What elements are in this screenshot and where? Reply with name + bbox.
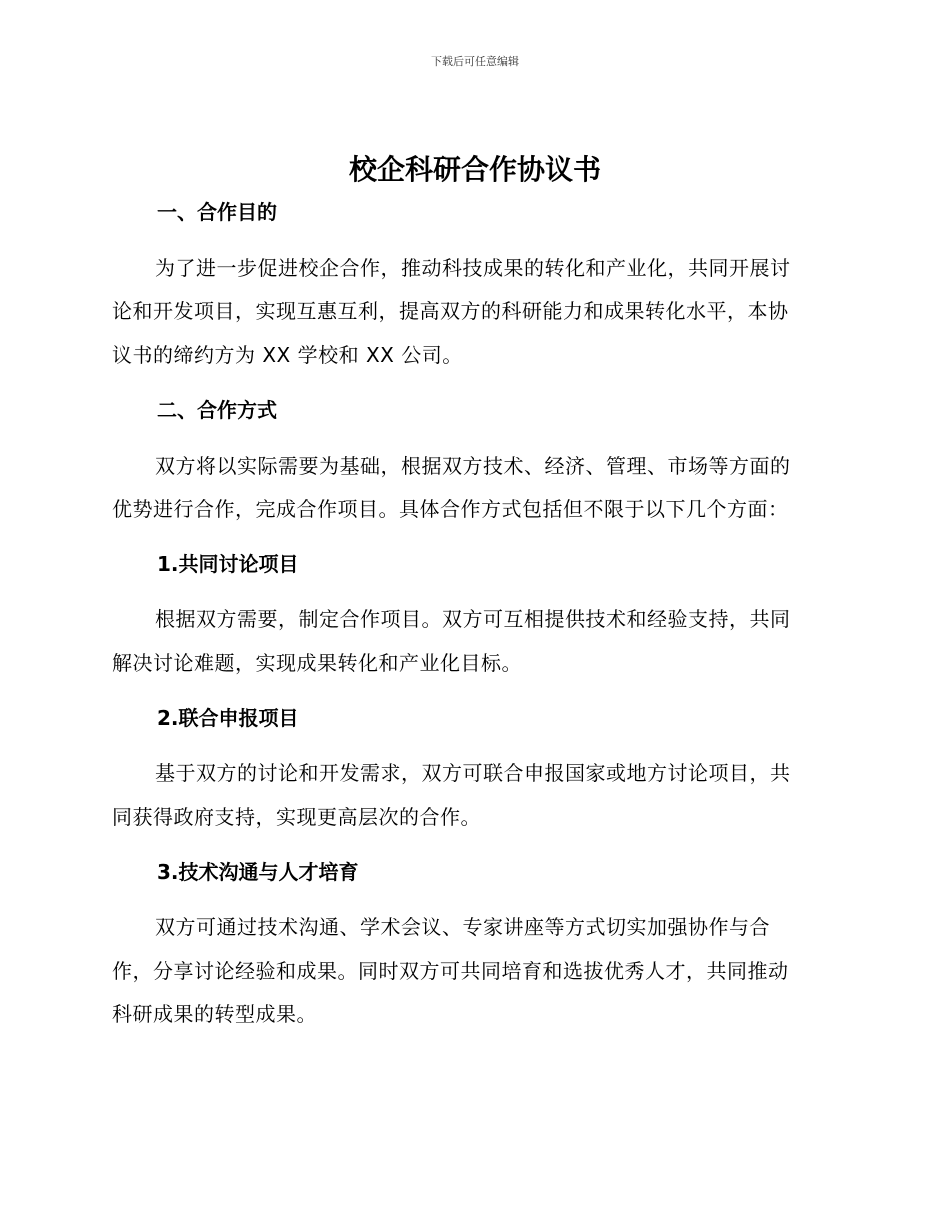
paragraph-line: 根据双方需要，制定合作项目。双方可互相提供技术和经验支持，共同 [155,607,791,631]
section-heading-method: 二、合作方式 [157,398,277,422]
document-title: 校企科研合作协议书 [348,153,601,186]
section-heading-purpose: 一、合作目的 [157,200,277,224]
paragraph-line: 同获得政府支持，实现更高层次的合作。 [112,805,481,829]
subsection-heading-tech-talent: 3.技术沟通与人才培育 [157,860,359,884]
paragraph-line: 基于双方的讨论和开发需求，双方可联合申报国家或地方讨论项目，共 [155,761,791,785]
subsection-heading-joint-discussion: 1.共同讨论项目 [157,552,299,576]
paragraph-line: 双方可通过技术沟通、学术会议、专家讲座等方式切实加强协作与合 [155,915,770,939]
paragraph-line: 为了进一步促进校企合作，推动科技成果的转化和产业化，共同开展讨 [155,256,791,280]
paragraph-line: 议书的缔约方为 XX 学校和 XX 公司。 [112,343,463,367]
paragraph-line: 科研成果的转型成果。 [112,1002,317,1026]
paragraph-line: 论和开发项目，实现互惠互利，提高双方的科研能力和成果转化水平，本协 [112,299,789,323]
paragraph-line: 双方将以实际需要为基础，根据双方技术、经济、管理、市场等方面的 [155,454,791,478]
paragraph-line: 作，分享讨论经验和成果。同时双方可共同培育和选拔优秀人才，共同推动 [112,959,789,983]
paragraph-line: 解决讨论难题，实现成果转化和产业化目标。 [112,651,522,675]
header-note: 下载后可任意编辑 [431,55,519,68]
subsection-heading-joint-application: 2.联合申报项目 [157,706,299,730]
paragraph-line: 优势进行合作，完成合作项目。具体合作方式包括但不限于以下几个方面： [112,497,789,521]
